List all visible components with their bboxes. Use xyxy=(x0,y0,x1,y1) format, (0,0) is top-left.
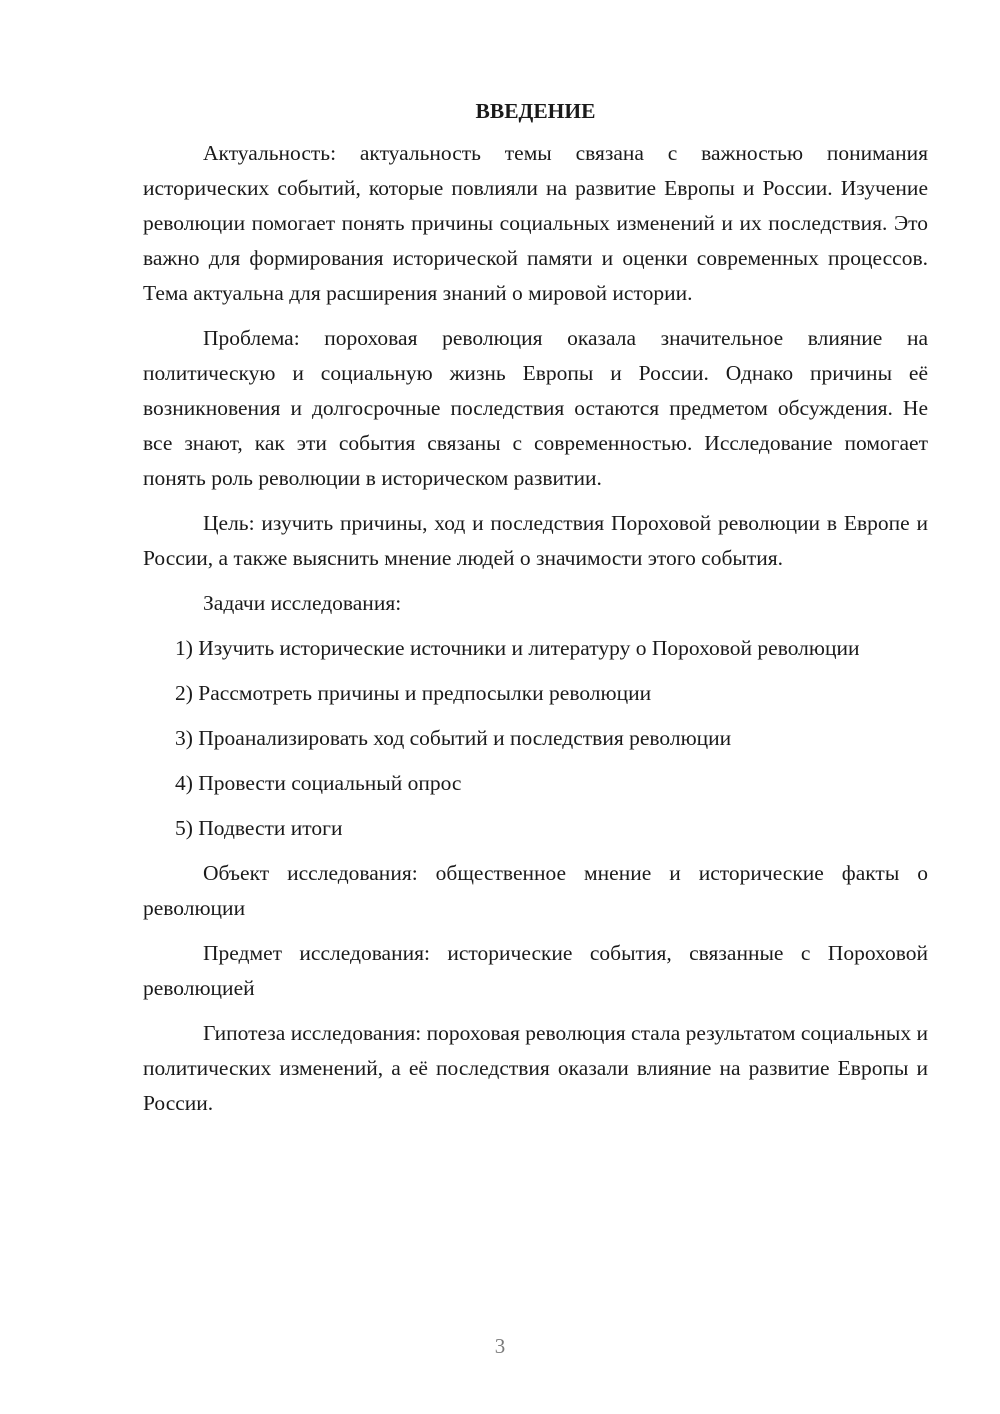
tasks-list xyxy=(143,631,928,846)
task-item: 2) Рассмотреть причины и предпосылки революции xyxy=(175,681,652,705)
page-number: 3 xyxy=(494,1334,506,1358)
goal-paragraph: Цель: изучить причины, ход и последствия Пороховой революции в Европе и России, а также выяснить мнение людей о значимости этого события. xyxy=(143,511,928,570)
hypothesis-paragraph: Гипотеза исследования: пороховая революция стала результатом социальных и политических изменений, а её последствия оказали влияние на развитие Европы и России. xyxy=(143,1021,928,1115)
task-item: 5) Подвести итоги xyxy=(175,816,343,840)
document-page xyxy=(143,96,928,1131)
tasks-title: Задачи исследования: xyxy=(203,591,402,615)
task-item: 4) Провести социальный опрос xyxy=(175,771,462,795)
task-item: 3) Проанализировать ход событий и последствия революции xyxy=(175,726,732,750)
relevance-paragraph: Актуальность: актуальность темы связана с важностью понимания исторических событий, которые повлияли на развитие Европы и России. Изучение революции помогает понять причины социальных изменений и их последствия. Это важно для формирования исторической памяти и оценки современных процессов. Тема актуальна для расширения знаний о мировой истории. xyxy=(143,141,928,305)
task-item: 1) Изучить исторические источники и литературу о Пороховой революции xyxy=(175,636,860,660)
document-heading: ВВЕДЕНИЕ xyxy=(475,99,596,123)
object-paragraph: Объект исследования: общественное мнение и исторические факты о революции xyxy=(143,861,928,920)
problem-paragraph: Проблема: пороховая революция оказала значительное влияние на политическую и социальную жизнь Европы и России. Однако причины её возникновения и долгосрочные последствия остаются предметом обсуждения. Не все знают, как эти события связаны с современностью. Исследование помогает понять роль революции в историческом развитии. xyxy=(143,326,928,490)
subject-paragraph: Предмет исследования: исторические события, связанные с Пороховой революцией xyxy=(143,941,928,1000)
